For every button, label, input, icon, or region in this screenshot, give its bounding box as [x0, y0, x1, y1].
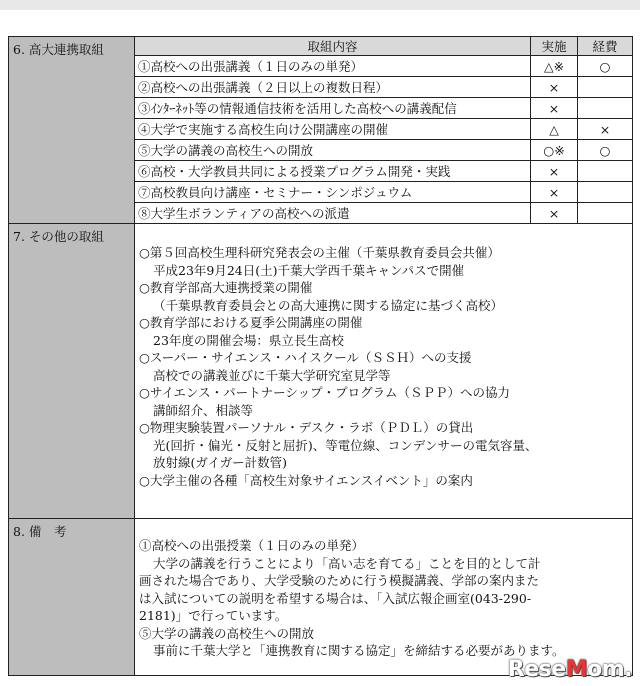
note-text: 画された場合であり、大学受験のために行う模擬講義、学部の案内また — [139, 573, 540, 588]
resemom-logo — [508, 657, 632, 682]
section7-title: 7. その他の取組 — [9, 224, 135, 519]
implemented-mark: × — [531, 98, 578, 119]
other-detail: （千葉県教育委員会との高大連携に関する協定に基づく高校） — [153, 297, 504, 313]
logo-text-main: Rese — [507, 657, 566, 682]
implemented-mark: × — [531, 182, 578, 203]
item-label: ③ｲﾝﾀｰﾈｯﾄ等の情報通信技術を活用した高校への講義配信 — [135, 98, 531, 119]
implemented-mark: × — [531, 203, 578, 224]
note-text: 2181)」で行っています。 — [139, 608, 288, 623]
other-item: ○教育学部高大連携授業の開催 — [139, 280, 313, 295]
cost-mark: ○ — [578, 56, 633, 77]
item-label: ⑦高校教員向け講座・セミナー・シンポジュウム — [135, 182, 531, 203]
cost-mark — [578, 77, 633, 98]
program-table — [8, 36, 633, 676]
top-strip — [0, 0, 640, 10]
header-cost: 経費 — [578, 37, 633, 56]
other-detail: 放射線(ガイガー計数管) — [153, 455, 288, 470]
header-implemented: 実施 — [531, 37, 578, 56]
implemented-mark: × — [531, 77, 578, 98]
cost-mark — [578, 98, 633, 119]
note-item: ①高校への出張授業（１日のみの単発） — [139, 538, 365, 553]
implemented-mark: × — [531, 161, 578, 182]
other-detail: 高校での講義並びに千葉大学研究室見学等 — [153, 367, 391, 383]
other-detail: 講師紹介、相談等 — [153, 402, 254, 418]
section7-body — [135, 224, 633, 519]
cost-mark — [578, 161, 633, 182]
cost-mark — [578, 182, 633, 203]
other-item: ○スーパー・サイエンス・ハイスクール（ＳＳＨ）への支援 — [139, 350, 472, 365]
item-label: ⑧大学生ボランティアの高校への派遣 — [135, 203, 531, 224]
note-item: ⑤大学の講義の高校生への開放 — [139, 625, 315, 641]
cost-mark: ○ — [578, 140, 633, 161]
other-item: ○教育学部における夏季公開講座の開催 — [139, 315, 363, 330]
note-text: 事前に千葉大学と「連携教育に関する協定」を締結する必要があります。 — [153, 643, 565, 658]
document-page — [8, 36, 632, 676]
other-detail: 平成23年9月24日(土)千葉大学西千葉キャンパスで開催 — [153, 262, 465, 278]
cost-mark: × — [578, 119, 633, 140]
other-item: ○サイエンス・パートナーシップ・プログラム（ＳＰＰ）への協力 — [139, 385, 511, 400]
other-item: ○大学主催の各種「高校生対象サイエンスイベント」の案内 — [139, 472, 473, 488]
header-content: 取組内容 — [135, 37, 531, 56]
logo-text-tail: om. — [587, 657, 632, 682]
other-detail: 23年度の開催会場：県立長生高校 — [153, 332, 344, 348]
implemented-mark: △※ — [531, 56, 578, 77]
other-detail: 光(回折・偏光・反射と屈折)、等電位線、コンデンサーの電気容量、 — [153, 437, 538, 453]
other-item: ○物理実験装置パーソナル・デスク・ラボ（ＰＤＬ）の貸出 — [139, 420, 474, 435]
note-text: は入試についての説明を希望する場合は、「入試広報企画室(043-290- — [139, 590, 532, 606]
cost-mark — [578, 203, 633, 224]
other-item: ○第５回高校生理科研究発表会の主催（千葉県教育委員会共催） — [139, 245, 500, 260]
section8-body — [135, 519, 633, 676]
implemented-mark: ○※ — [531, 140, 578, 161]
item-label: ⑥高校・大学教員共同による授業プログラム開発・実践 — [135, 161, 531, 182]
section8-title: 8. 備 考 — [9, 519, 135, 676]
implemented-mark: △ — [531, 119, 578, 140]
item-label: ②高校への出張講義（２日以上の複数日程） — [135, 77, 531, 98]
section6-title: 6. 高大連携取組 — [9, 37, 135, 224]
logo-text-accent: M — [565, 657, 588, 682]
note-text: 大学の講義を行うことにより「高い志を育てる」ことを目的として計 — [153, 555, 541, 571]
item-label: ④大学で実施する高校生向け公開講座の開催 — [135, 119, 531, 140]
item-label: ①高校への出張講義（１日のみの単発） — [135, 56, 531, 77]
item-label: ⑤大学の講義の高校生への開放 — [135, 140, 531, 161]
